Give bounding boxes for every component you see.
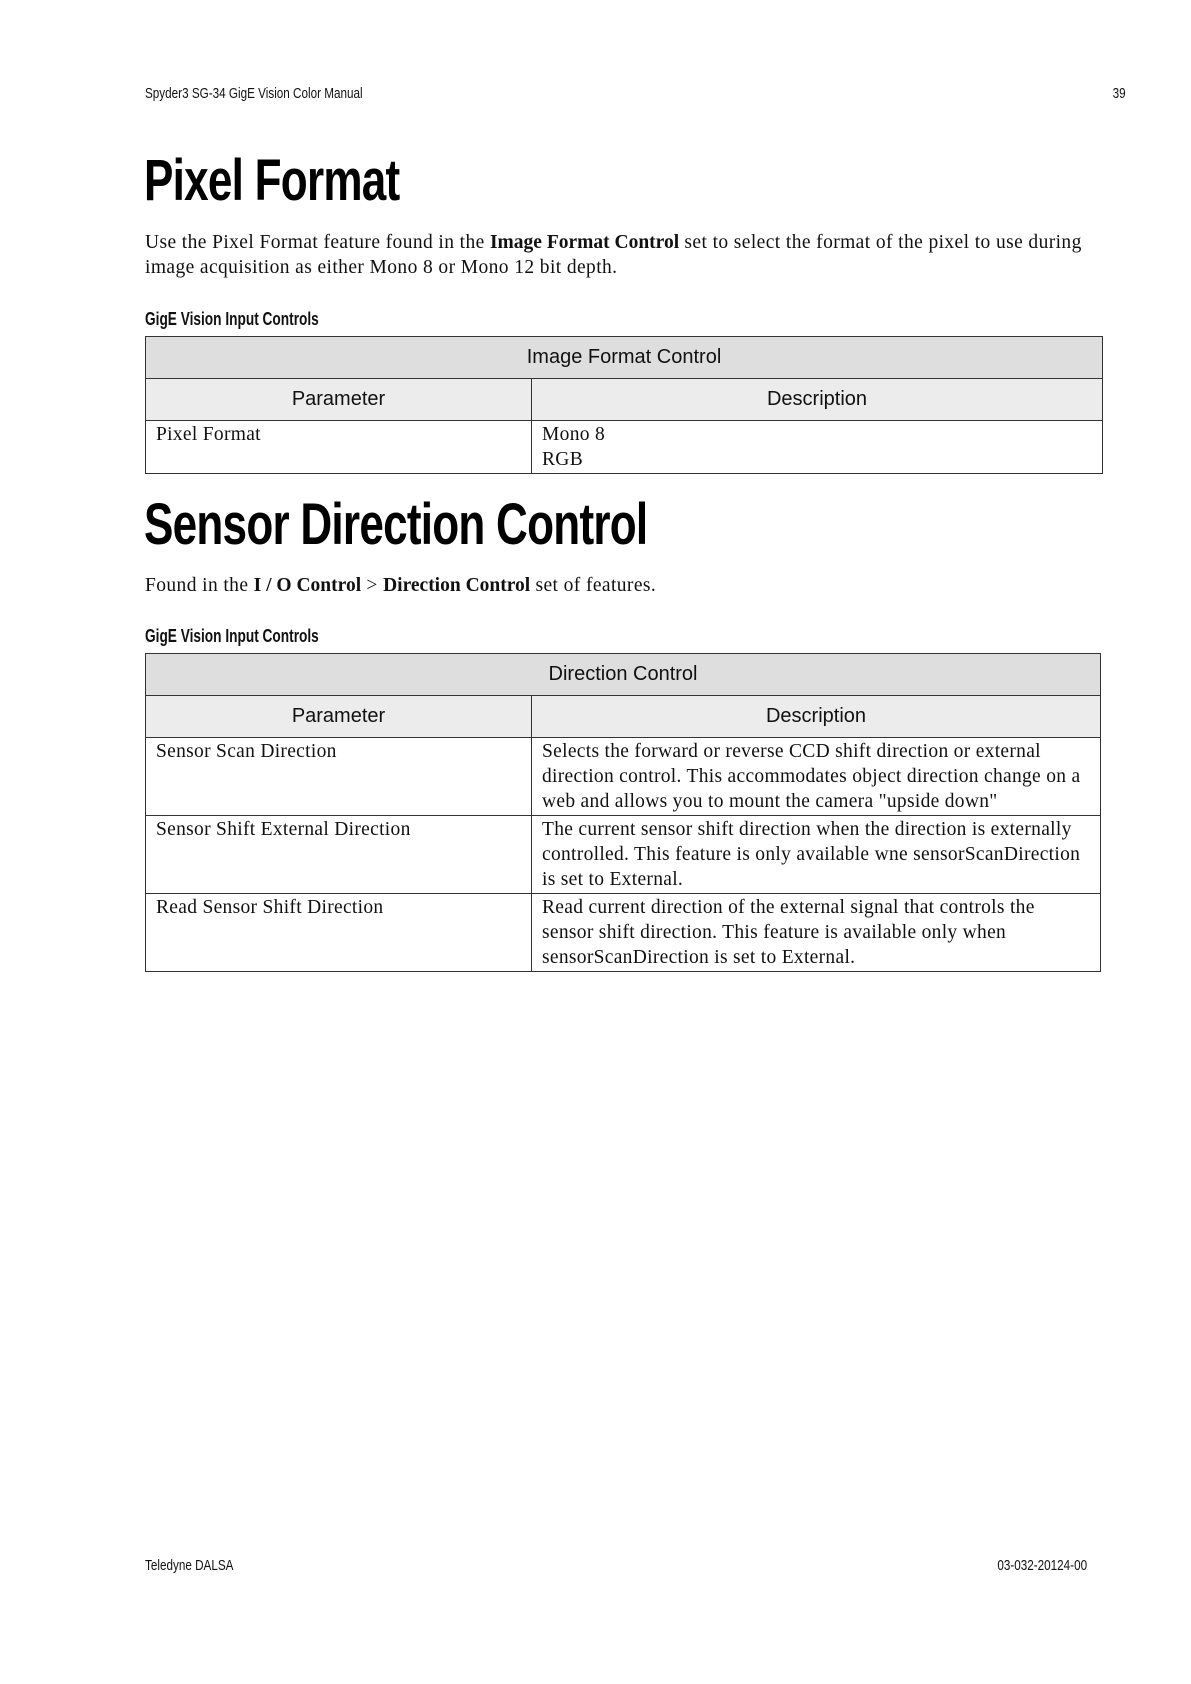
footer-doc-number: 03-032-20124-00 [997,1557,1087,1574]
para-text: Use the Pixel Format feature found in the [145,232,490,253]
param-cell: Pixel Format [146,421,532,474]
param-cell: Sensor Shift External Direction [146,816,532,894]
table-row [146,421,1103,474]
page-number: 39 [1112,85,1126,102]
para-bold-term: Image Format Control [489,232,680,253]
image-format-control-table [145,336,1103,474]
sensor-direction-paragraph [145,573,1095,598]
option-rgb: RGB [542,449,583,470]
para-bold-term: I / O Control [253,575,362,596]
desc-cell: Selects the forward or reverse CCD shift direction or external direction control. This accommodates object direction change on a web and allows you to mount the camera "upside down" [532,738,1101,816]
column-header-parameter: Parameter [146,379,532,421]
column-header-description: Description [532,696,1101,738]
para-text: set of features. [530,575,657,596]
footer-company: Teledyne DALSA [145,1557,234,1574]
table-row [146,816,1101,894]
param-cell: Sensor Scan Direction [146,738,532,816]
para-text: set to select the format of the pixel to use during image acquisition as either Mono 8 or Mono 12 bit depth. [145,232,1082,278]
desc-cell [532,421,1103,474]
table-caption: GigE Vision Input Controls [145,626,319,646]
option-mono8: Mono 8 [542,424,606,445]
pixel-format-heading: Pixel Format [144,148,400,213]
table-row [146,738,1101,816]
para-separator: > [361,575,384,596]
table-caption: GigE Vision Input Controls [145,309,319,329]
running-header-title: Spyder3 SG-34 GigE Vision Color Manual [145,85,363,102]
para-bold-term: Direction Control [383,575,531,596]
sensor-direction-heading: Sensor Direction Control [144,492,648,557]
table-title: Image Format Control [146,337,1103,379]
table-row [146,894,1101,972]
para-text: Found in the [145,575,254,596]
table-title: Direction Control [146,654,1101,696]
desc-cell: Read current direction of the external signal that controls the sensor shift direction. This feature is available only when sensorScanDirection is set to External. [532,894,1101,972]
direction-control-table [145,653,1101,972]
desc-cell: The current sensor shift direction when the direction is externally controlled. This feature is only available wne sensorScanDirection is set to External. [532,816,1101,894]
column-header-parameter: Parameter [146,696,532,738]
pixel-format-paragraph [145,230,1095,280]
param-cell: Read Sensor Shift Direction [146,894,532,972]
column-header-description: Description [532,379,1103,421]
